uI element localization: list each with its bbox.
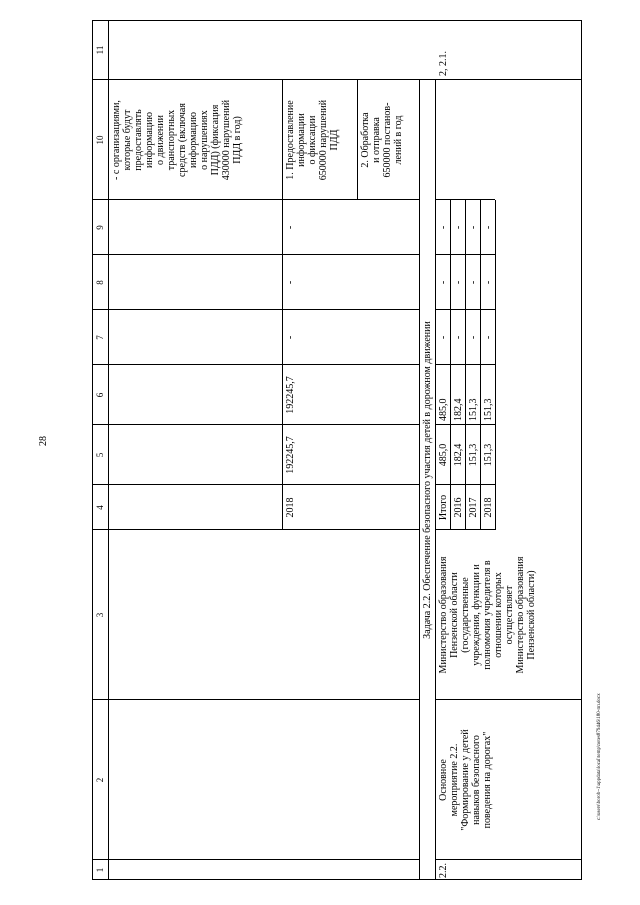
row-total-c9: -	[438, 225, 449, 230]
col10-text-1: - с организациями, которые будут предоставлять информацию о движении транспортных средств (включая информацию о нарушениях ПДД) (фиксация 430000 нарушений ПДД в год)	[111, 99, 243, 181]
page-number: 28	[38, 436, 49, 446]
row-2018-year: 2018	[483, 497, 494, 518]
row-2017-year: 2017	[468, 497, 479, 518]
row-2018-c5: 151,3	[483, 443, 494, 467]
upper-col9: -	[285, 225, 296, 230]
col10-text-2: 1. Предоставление информации о фиксации 650000 нарушений ПДД	[285, 99, 340, 181]
col-num-7: 7	[95, 335, 105, 340]
row-2018-c6: 151,3	[483, 398, 494, 421]
footer-file-path: c:\users\borob~1\appdata\local\temp\notes879446\180-пп.docx	[597, 693, 602, 820]
col-num-11: 11	[95, 45, 105, 55]
row-2016-c5: 182,4	[453, 443, 464, 467]
col-num-8: 8	[95, 280, 105, 285]
row-total-c6: 485,0	[438, 398, 449, 421]
row-2016-c9: -	[453, 225, 464, 230]
measure-number: 2.2.	[438, 863, 449, 878]
upper-year: 2018	[285, 497, 296, 518]
header-divider	[108, 20, 109, 880]
upper-col8: -	[285, 280, 296, 285]
row-2018-c7: -	[483, 335, 494, 340]
row-2016-year: 2016	[453, 497, 464, 518]
row-2017-c5: 151,3	[468, 443, 479, 467]
col-num-2: 2	[95, 777, 105, 783]
col-num-6: 6	[95, 392, 105, 398]
row-total-c7: -	[438, 335, 449, 340]
col-num-1: 1	[95, 867, 105, 873]
row-total-c5: 485,0	[438, 443, 449, 467]
row-2017-c8: -	[468, 280, 479, 285]
row-2018-c8: -	[483, 280, 494, 285]
upper-col6: 192245,7	[285, 376, 296, 414]
row-2016-c8: -	[453, 280, 464, 285]
row-2016-c7: -	[453, 335, 464, 340]
measure-col11: 2, 2.1.	[438, 51, 449, 76]
col10-divider	[357, 80, 358, 200]
col-num-10: 10	[95, 135, 105, 145]
row-2017-c6: 151,3	[468, 398, 479, 421]
measure-name: Основное мероприятие 2.2. "Формирование у детей навыков безопасного поведения на дорогах"	[438, 729, 493, 831]
col10-text-3: 2. Обработка и отправка 650000 постанов- лений в год	[360, 102, 404, 178]
row-total-year: Итого	[438, 494, 449, 521]
col-num-5: 5	[95, 452, 105, 458]
col-num-9: 9	[95, 225, 105, 230]
measure-executor: Министерство образования Пензенской области (государственные учреждения, функции и полномочия учредителя в отношении которых осуществляет Министерство образования Пензенской области)	[438, 556, 537, 674]
row-2018-divider	[282, 80, 283, 530]
row-2018-c9: -	[483, 225, 494, 230]
upper-col5: 192245,7	[285, 436, 296, 474]
col-num-4: 4	[95, 505, 105, 510]
task-title: Задача 2.2. Обеспечение безопасного участия детей в дорожном движении	[422, 321, 433, 639]
col-num-3: 3	[95, 612, 105, 618]
row-2016-c6: 182,4	[453, 398, 464, 421]
row-2017-c7: -	[468, 335, 479, 340]
row-total-c8: -	[438, 280, 449, 285]
row-2017-c9: -	[468, 225, 479, 230]
upper-col7: -	[285, 335, 296, 340]
program-table	[92, 20, 582, 880]
